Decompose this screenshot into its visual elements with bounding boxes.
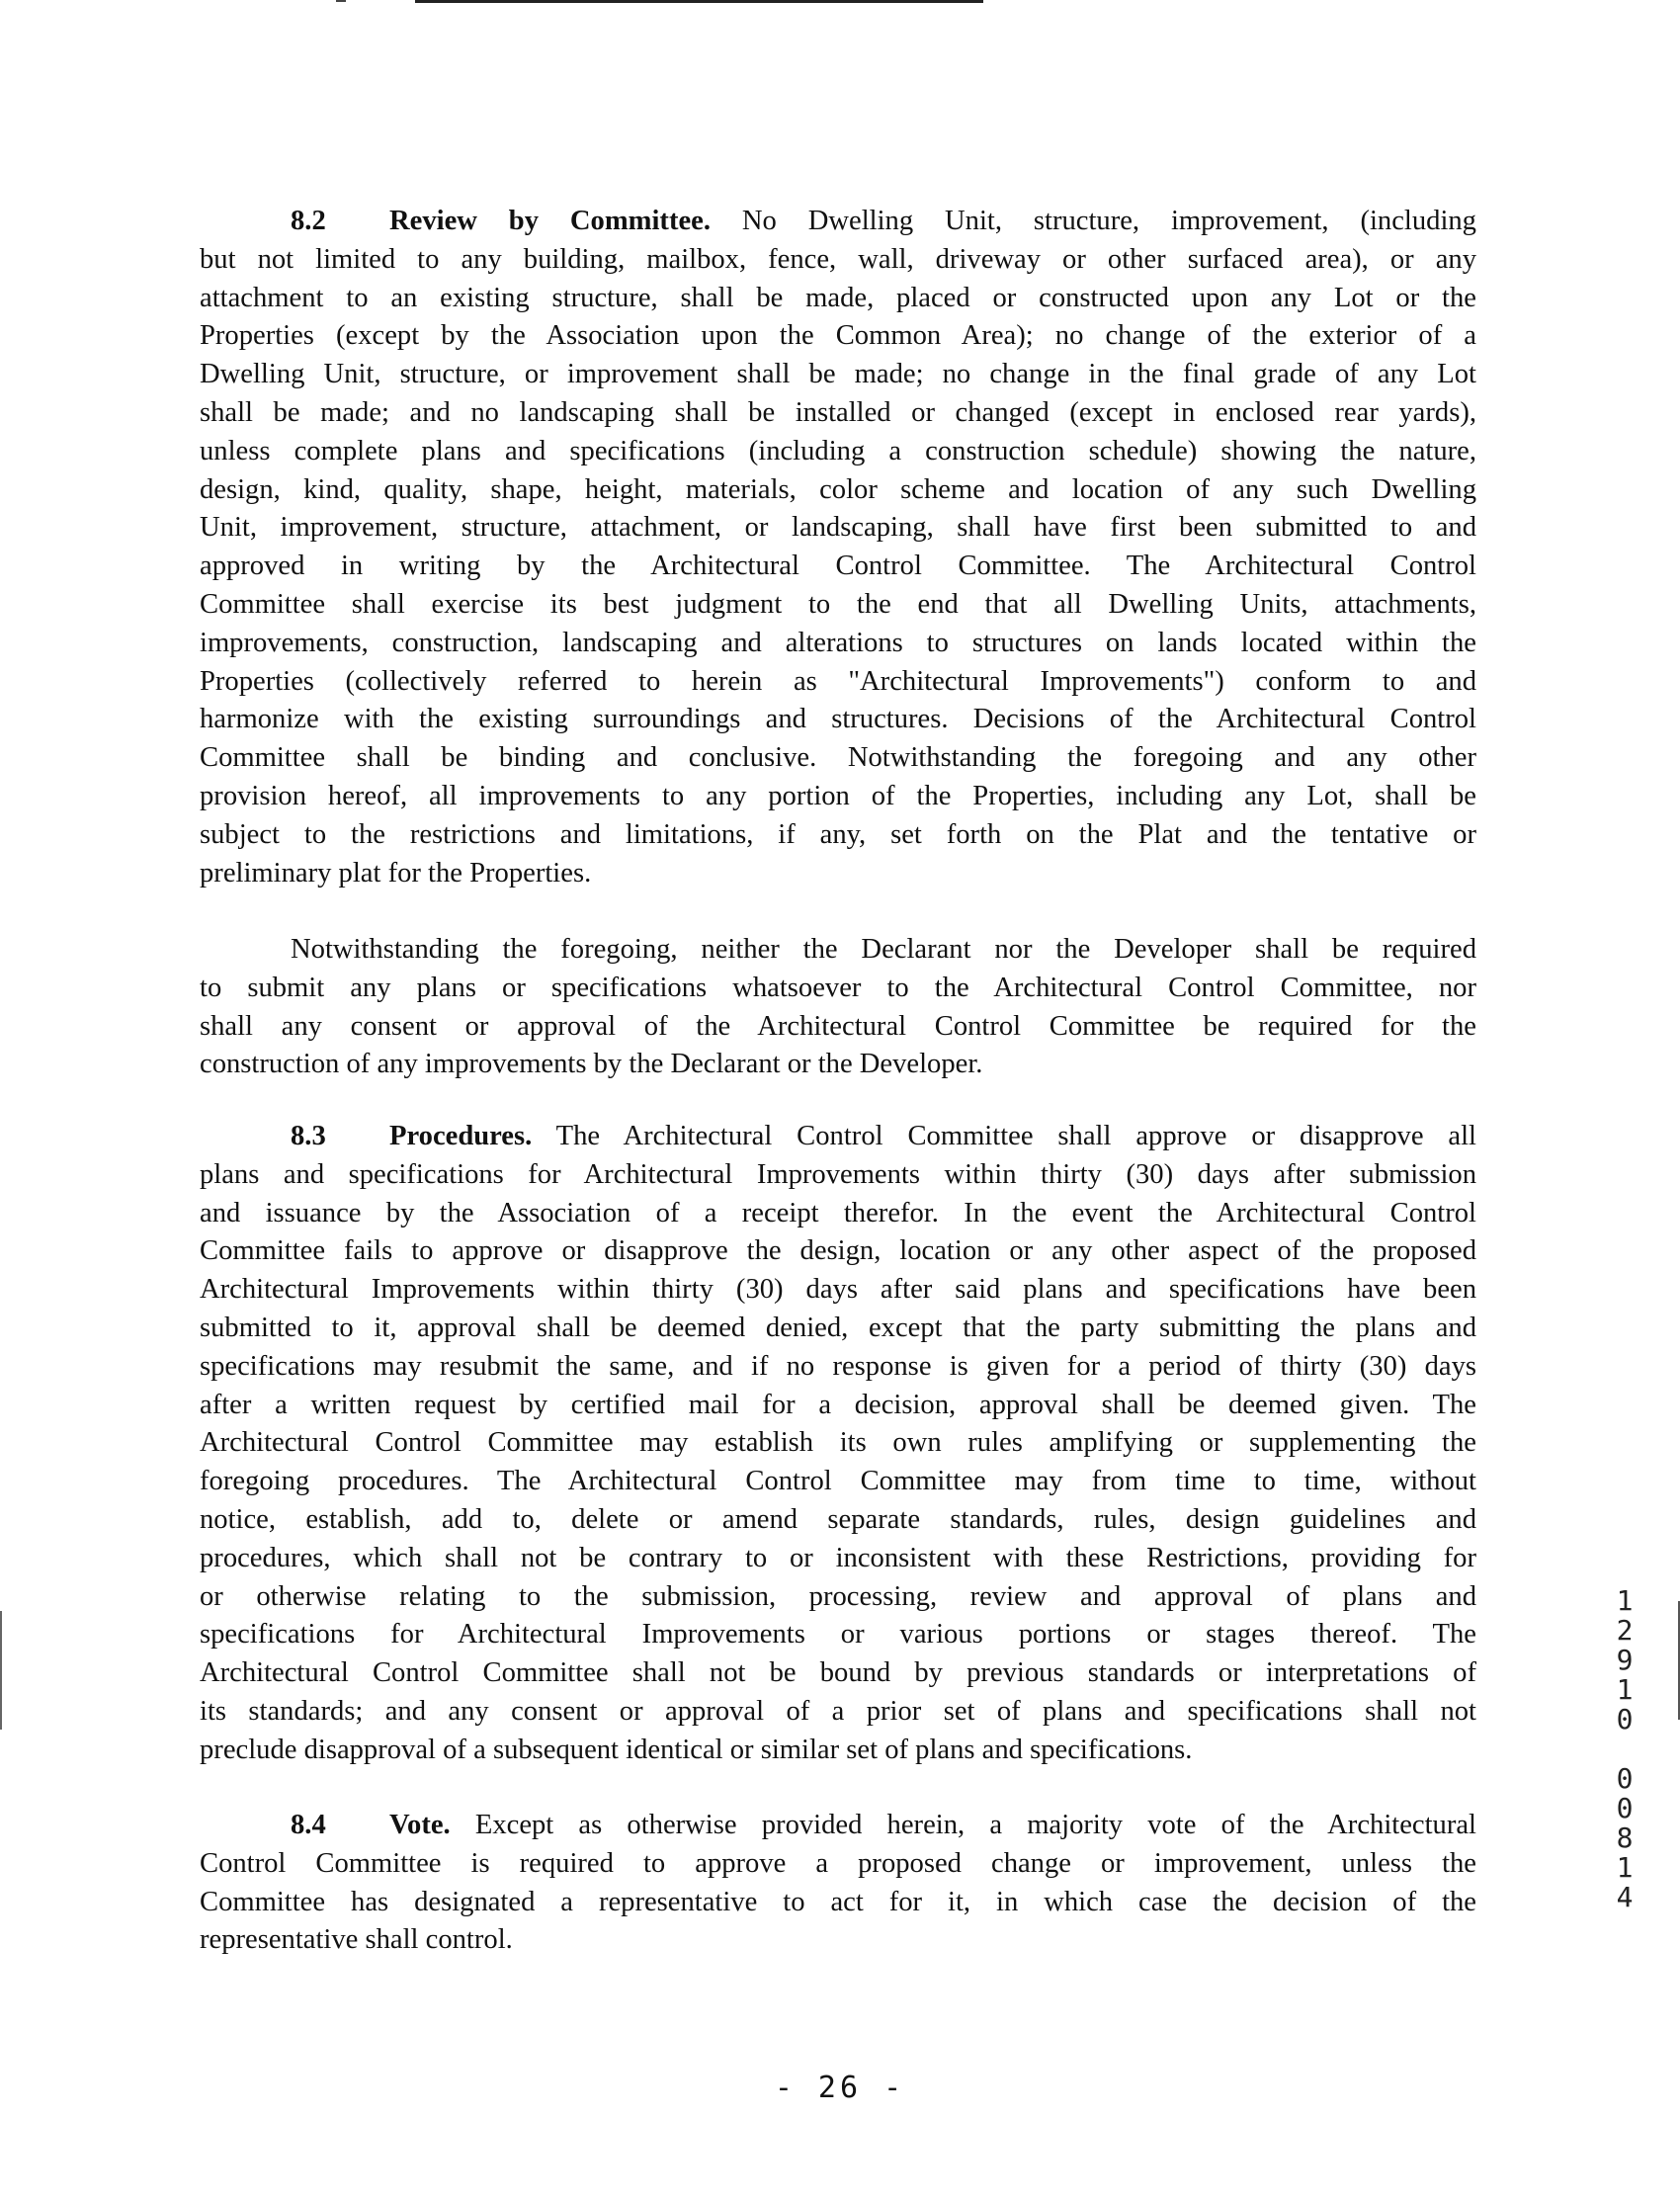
stamp-digit: 0 xyxy=(1616,1762,1634,1795)
stamp-digit xyxy=(1613,1735,1637,1764)
text-line: harmonize with the existing surroundings and structures. Decisions of the Architectural Control xyxy=(200,704,1476,735)
text-line: Unit, improvement, structure, attachment, or landscaping, shall have first been submitted to and xyxy=(200,512,1476,544)
text-line: preliminary plat for the Properties. xyxy=(200,857,592,889)
section-number: 8.4 xyxy=(291,1810,326,1840)
text-line: submitted to it, approval shall be deemed denied, except that the party submitting the plans and xyxy=(200,1312,1476,1343)
text-line: shall any consent or approval of the Architectural Control Committee be required for the xyxy=(200,1010,1476,1042)
text-line: Architectural Improvements within thirty (30) days after said plans and specifications have been xyxy=(200,1274,1476,1306)
text-line: Control Committee is required to approve a proposed change or improvement, unless the xyxy=(200,1847,1476,1879)
stamp-digit: 1 xyxy=(1616,1584,1634,1617)
text-line: Committee fails to approve or disapprove the design, location or any other aspect of the proposed xyxy=(200,1235,1476,1267)
text-line: shall be made; and no landscaping shall be installed or changed (except in enclosed rear yards), xyxy=(200,396,1476,428)
text-line: specifications may resubmit the same, and if no response is given for a period of thirty (30) days xyxy=(200,1350,1476,1382)
text-line: after a written request by certified mail for a decision, approval shall be deemed given. The xyxy=(200,1389,1476,1420)
stamp-digit: 1 xyxy=(1616,1673,1634,1706)
section-heading: Procedures. xyxy=(389,1121,533,1151)
stamp-digit: 9 xyxy=(1616,1644,1634,1676)
text-line: provision hereof, all improvements to any portion of the Properties, including any Lot, shall be xyxy=(200,780,1476,811)
text-line: unless complete plans and specifications (including a construction schedule) showing the nature, xyxy=(200,435,1476,466)
text-line: specifications for Architectural Improvements or various portions or stages thereof. The xyxy=(200,1619,1476,1651)
text-line: plans and specifications for Architectural Improvements within thirty (30) days after submission xyxy=(200,1158,1476,1190)
text-line: procedures, which shall not be contrary to or inconsistent with these Restrictions, providing for xyxy=(200,1542,1476,1573)
stamp-digit: 0 xyxy=(1616,1703,1634,1736)
text-line: design, kind, quality, shape, height, materials, color scheme and location of any such Dwelling xyxy=(200,473,1476,505)
text-line: notice, establish, add to, delete or amend separate standards, rules, design guidelines and xyxy=(200,1503,1476,1535)
stamp-digit: 8 xyxy=(1616,1821,1634,1854)
scan-edge xyxy=(0,1611,2,1730)
text-line: but not limited to any building, mailbox, fence, wall, driveway or other surfaced area), or any xyxy=(200,243,1476,275)
section-8-4 xyxy=(200,1807,1476,1960)
scan-artifact xyxy=(336,0,346,2)
text-line: 8.3 Procedures. The Architectural Control Committee shall approve or disapprove all xyxy=(200,1118,1476,1156)
paragraph-notwithstanding xyxy=(200,931,1476,1084)
section-8-3 xyxy=(200,1118,1476,1770)
text-line: Architectural Control Committee shall not be bound by previous standards or interpretations of xyxy=(200,1657,1476,1689)
section-number: 8.3 xyxy=(291,1121,326,1151)
stamp-digit: 2 xyxy=(1616,1614,1634,1647)
text-line: Committee shall be binding and conclusive. Notwithstanding the foregoing and any other xyxy=(200,742,1476,774)
text-line: Notwithstanding the foregoing, neither the Declarant nor the Developer shall be required xyxy=(291,934,1476,965)
text-line: Committee shall exercise its best judgment to the end that all Dwelling Units, attachments, xyxy=(200,588,1476,620)
text-line: and issuance by the Association of a receipt therefor. In the event the Architectural Control xyxy=(200,1197,1476,1228)
text-line: foregoing procedures. The Architectural Control Committee may from time to time, without xyxy=(200,1466,1476,1497)
text-line: subject to the restrictions and limitations, if any, set forth on the Plat and the tentative or xyxy=(200,818,1476,850)
text-line: approved in writing by the Architectural Control Committee. The Architectural Control xyxy=(200,550,1476,582)
text-line: construction of any improvements by the Declarant or the Developer. xyxy=(200,1049,983,1080)
document-stamp-number xyxy=(1613,1586,1637,1912)
stamp-digit: 0 xyxy=(1616,1792,1634,1824)
section-heading: Vote. xyxy=(389,1810,451,1840)
stamp-digit: 4 xyxy=(1616,1881,1634,1913)
text-line: Dwelling Unit, structure, or improvement shall be made; no change in the final grade of any Lot xyxy=(200,359,1476,390)
text-line: improvements, construction, landscaping and alterations to structures on lands located within the xyxy=(200,627,1476,658)
stamp-digit: 1 xyxy=(1616,1851,1634,1884)
text-line: 8.4 Vote. Except as otherwise provided herein, a majority vote of the Architectural xyxy=(200,1807,1476,1845)
text-line: Committee has designated a representative to act for it, in which case the decision of the xyxy=(200,1886,1476,1917)
text-line: its standards; and any consent or approval of a prior set of plans and specifications shall not xyxy=(200,1695,1476,1727)
text-line: Architectural Control Committee may establish its own rules amplifying or supplementing the xyxy=(200,1427,1476,1459)
text-line: Properties (except by the Association upon the Common Area); no change of the exterior of a xyxy=(200,320,1476,352)
text-line: representative shall control. xyxy=(200,1924,513,1956)
section-heading: Review by Committee. xyxy=(389,206,711,236)
section-number: 8.2 xyxy=(291,206,326,236)
text-line: attachment to an existing structure, shall be made, placed or constructed upon any Lot or the xyxy=(200,282,1476,313)
text-line: to submit any plans or specifications whatsoever to the Architectural Control Committee, nor xyxy=(200,972,1476,1003)
page-number: - 26 - xyxy=(774,2071,906,2105)
text-line: Properties (collectively referred to herein as "Architectural Improvements") conform to and xyxy=(200,665,1476,697)
section-8-2 xyxy=(200,203,1476,892)
text-line: preclude disapproval of a subsequent identical or similar set of plans and specifications. xyxy=(200,1734,1193,1765)
text-line: or otherwise relating to the submission, processing, review and approval of plans and xyxy=(200,1580,1476,1612)
scan-artifact-line xyxy=(415,0,983,3)
text-line: 8.2 Review by Committee. No Dwelling Unit, structure, improvement, (including xyxy=(200,203,1476,241)
